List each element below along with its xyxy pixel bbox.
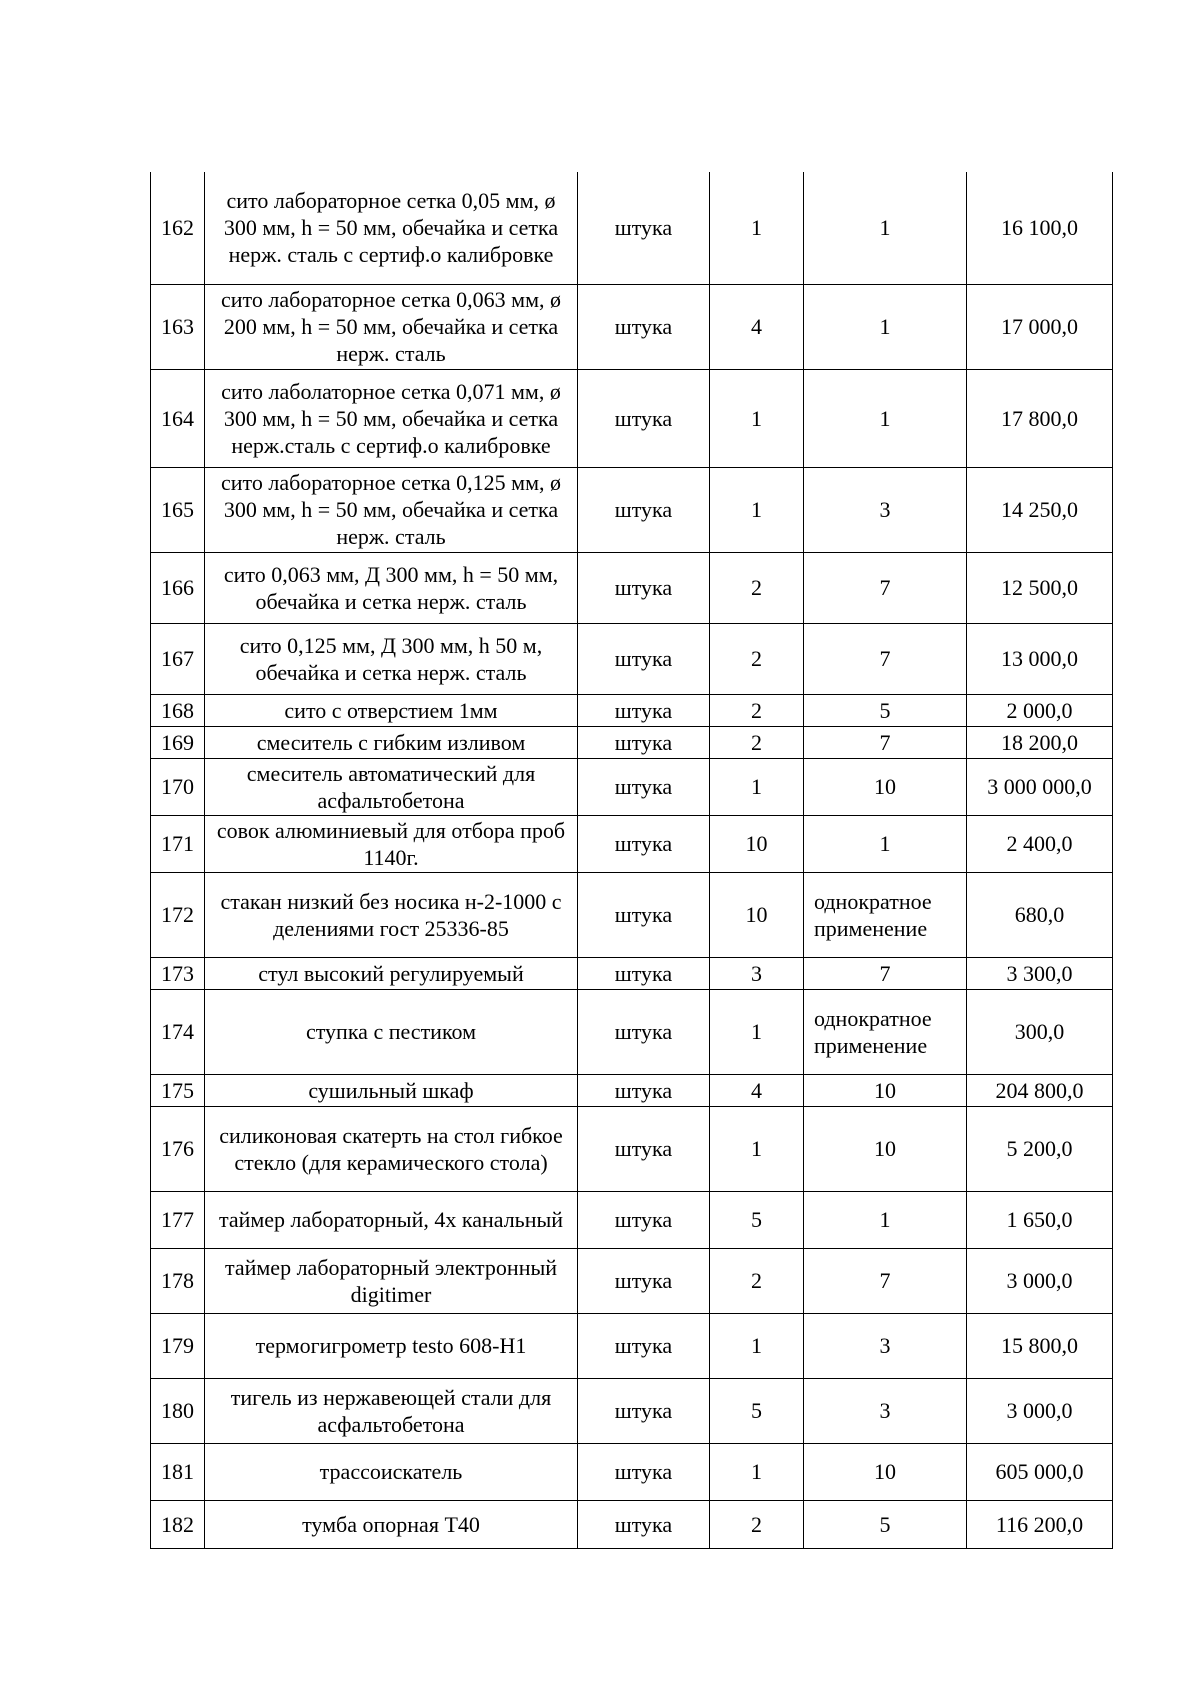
unit-cell: штука xyxy=(578,872,710,957)
service-period-cell: 1 xyxy=(804,172,967,284)
price-cell: 605 000,0 xyxy=(967,1443,1113,1500)
document-page xyxy=(150,172,1112,1549)
price-cell: 3 000,0 xyxy=(967,1248,1113,1313)
service-period-cell: 10 xyxy=(804,1074,967,1106)
service-period-cell: 10 xyxy=(804,1106,967,1191)
item-name-cell: сито 0,063 мм, Д 300 мм, h = 50 мм, обечайка и сетка нерж. сталь xyxy=(205,552,578,623)
service-period-cell: 7 xyxy=(804,957,967,989)
unit-cell: штука xyxy=(578,467,710,552)
table-body xyxy=(151,172,1113,1548)
price-cell: 12 500,0 xyxy=(967,552,1113,623)
table-row xyxy=(151,1191,1113,1248)
quantity-cell: 10 xyxy=(710,872,804,957)
item-name-cell: сито 0,125 мм, Д 300 мм, h 50 м, обечайка и сетка нерж. сталь xyxy=(205,623,578,694)
row-number-cell: 179 xyxy=(151,1313,205,1378)
service-period-cell: 10 xyxy=(804,1443,967,1500)
item-name-cell: трассоискатель xyxy=(205,1443,578,1500)
table-row xyxy=(151,957,1113,989)
unit-cell: штука xyxy=(578,1443,710,1500)
price-cell: 14 250,0 xyxy=(967,467,1113,552)
quantity-cell: 2 xyxy=(710,1500,804,1548)
service-period-cell: 1 xyxy=(804,815,967,872)
table-row xyxy=(151,1313,1113,1378)
unit-cell: штука xyxy=(578,1378,710,1443)
unit-cell: штука xyxy=(578,957,710,989)
service-period-cell: 7 xyxy=(804,552,967,623)
price-cell: 13 000,0 xyxy=(967,623,1113,694)
unit-cell: штука xyxy=(578,369,710,467)
row-number-cell: 165 xyxy=(151,467,205,552)
item-name-cell: сито лабораторное сетка 0,063 мм, ø 200 мм, h = 50 мм, обечайка и сетка нерж. сталь xyxy=(205,284,578,369)
item-name-cell: стакан низкий без носика н-2-1000 с делениями гост 25336-85 xyxy=(205,872,578,957)
item-name-cell: сито лабораторное сетка 0,05 мм, ø 300 мм, h = 50 мм, обечайка и сетка нерж. сталь с сертиф.о калибровке xyxy=(205,172,578,284)
table-row xyxy=(151,758,1113,815)
quantity-cell: 2 xyxy=(710,726,804,758)
table-row xyxy=(151,726,1113,758)
quantity-cell: 1 xyxy=(710,369,804,467)
service-period-cell: 7 xyxy=(804,726,967,758)
quantity-cell: 3 xyxy=(710,957,804,989)
row-number-cell: 164 xyxy=(151,369,205,467)
price-cell: 17 800,0 xyxy=(967,369,1113,467)
service-period-cell: 1 xyxy=(804,1191,967,1248)
service-period-cell: 5 xyxy=(804,694,967,726)
quantity-cell: 4 xyxy=(710,284,804,369)
table-row xyxy=(151,369,1113,467)
item-name-cell: тумба опорная Т40 xyxy=(205,1500,578,1548)
service-period-cell: 1 xyxy=(804,369,967,467)
quantity-cell: 1 xyxy=(710,1443,804,1500)
table-row xyxy=(151,815,1113,872)
price-cell: 15 800,0 xyxy=(967,1313,1113,1378)
service-period-cell: 3 xyxy=(804,467,967,552)
unit-cell: штука xyxy=(578,989,710,1074)
table-row xyxy=(151,694,1113,726)
table-row xyxy=(151,1378,1113,1443)
table-row xyxy=(151,1248,1113,1313)
equipment-table xyxy=(150,172,1113,1549)
row-number-cell: 181 xyxy=(151,1443,205,1500)
row-number-cell: 182 xyxy=(151,1500,205,1548)
item-name-cell: термогигрометр testo 608-H1 xyxy=(205,1313,578,1378)
service-period-cell: 7 xyxy=(804,623,967,694)
row-number-cell: 175 xyxy=(151,1074,205,1106)
row-number-cell: 166 xyxy=(151,552,205,623)
quantity-cell: 1 xyxy=(710,1106,804,1191)
unit-cell: штука xyxy=(578,284,710,369)
item-name-cell: таймер лабораторный, 4х канальный xyxy=(205,1191,578,1248)
row-number-cell: 163 xyxy=(151,284,205,369)
row-number-cell: 180 xyxy=(151,1378,205,1443)
price-cell: 3 300,0 xyxy=(967,957,1113,989)
unit-cell: штука xyxy=(578,172,710,284)
unit-cell: штука xyxy=(578,758,710,815)
service-period-cell: 3 xyxy=(804,1378,967,1443)
row-number-cell: 162 xyxy=(151,172,205,284)
unit-cell: штука xyxy=(578,552,710,623)
service-period-cell: 3 xyxy=(804,1313,967,1378)
price-cell: 1 650,0 xyxy=(967,1191,1113,1248)
quantity-cell: 1 xyxy=(710,172,804,284)
price-cell: 2 400,0 xyxy=(967,815,1113,872)
quantity-cell: 2 xyxy=(710,623,804,694)
price-cell: 2 000,0 xyxy=(967,694,1113,726)
unit-cell: штука xyxy=(578,1248,710,1313)
row-number-cell: 167 xyxy=(151,623,205,694)
item-name-cell: тигель из нержавеющей стали для асфальтобетона xyxy=(205,1378,578,1443)
quantity-cell: 2 xyxy=(710,552,804,623)
unit-cell: штука xyxy=(578,726,710,758)
price-cell: 5 200,0 xyxy=(967,1106,1113,1191)
quantity-cell: 1 xyxy=(710,989,804,1074)
service-period-cell: 7 xyxy=(804,1248,967,1313)
table-row xyxy=(151,1443,1113,1500)
service-period-cell: однократное применение xyxy=(804,872,967,957)
price-cell: 300,0 xyxy=(967,989,1113,1074)
item-name-cell: стул высокий регулируемый xyxy=(205,957,578,989)
table-row xyxy=(151,1074,1113,1106)
row-number-cell: 168 xyxy=(151,694,205,726)
row-number-cell: 169 xyxy=(151,726,205,758)
unit-cell: штука xyxy=(578,623,710,694)
price-cell: 3 000 000,0 xyxy=(967,758,1113,815)
unit-cell: штука xyxy=(578,1500,710,1548)
price-cell: 3 000,0 xyxy=(967,1378,1113,1443)
price-cell: 17 000,0 xyxy=(967,284,1113,369)
table-row xyxy=(151,467,1113,552)
quantity-cell: 4 xyxy=(710,1074,804,1106)
row-number-cell: 174 xyxy=(151,989,205,1074)
table-row xyxy=(151,284,1113,369)
item-name-cell: сито с отверстием 1мм xyxy=(205,694,578,726)
price-cell: 680,0 xyxy=(967,872,1113,957)
table-row xyxy=(151,872,1113,957)
item-name-cell: смеситель с гибким изливом xyxy=(205,726,578,758)
quantity-cell: 1 xyxy=(710,758,804,815)
unit-cell: штука xyxy=(578,1313,710,1378)
table-row xyxy=(151,172,1113,284)
item-name-cell: совок алюминиевый для отбора проб 1140г. xyxy=(205,815,578,872)
price-cell: 204 800,0 xyxy=(967,1074,1113,1106)
quantity-cell: 10 xyxy=(710,815,804,872)
item-name-cell: сито лаболаторное сетка 0,071 мм, ø 300 мм, h = 50 мм, обечайка и сетка нерж.сталь с сертиф.о калибровке xyxy=(205,369,578,467)
service-period-cell: 5 xyxy=(804,1500,967,1548)
price-cell: 116 200,0 xyxy=(967,1500,1113,1548)
quantity-cell: 2 xyxy=(710,1248,804,1313)
row-number-cell: 172 xyxy=(151,872,205,957)
row-number-cell: 177 xyxy=(151,1191,205,1248)
price-cell: 18 200,0 xyxy=(967,726,1113,758)
unit-cell: штука xyxy=(578,1074,710,1106)
row-number-cell: 178 xyxy=(151,1248,205,1313)
table-row xyxy=(151,989,1113,1074)
quantity-cell: 1 xyxy=(710,467,804,552)
table-row xyxy=(151,623,1113,694)
table-row xyxy=(151,1106,1113,1191)
table-row xyxy=(151,1500,1113,1548)
unit-cell: штука xyxy=(578,815,710,872)
quantity-cell: 2 xyxy=(710,694,804,726)
service-period-cell: 1 xyxy=(804,284,967,369)
row-number-cell: 171 xyxy=(151,815,205,872)
item-name-cell: таймер лабораторный электронный digitimer xyxy=(205,1248,578,1313)
table-row xyxy=(151,552,1113,623)
price-cell: 16 100,0 xyxy=(967,172,1113,284)
service-period-cell: 10 xyxy=(804,758,967,815)
unit-cell: штука xyxy=(578,694,710,726)
item-name-cell: смеситель автоматический для асфальтобетона xyxy=(205,758,578,815)
row-number-cell: 173 xyxy=(151,957,205,989)
item-name-cell: сушильный шкаф xyxy=(205,1074,578,1106)
unit-cell: штука xyxy=(578,1191,710,1248)
row-number-cell: 170 xyxy=(151,758,205,815)
row-number-cell: 176 xyxy=(151,1106,205,1191)
item-name-cell: ступка с пестиком xyxy=(205,989,578,1074)
item-name-cell: сито лабораторное сетка 0,125 мм, ø 300 мм, h = 50 мм, обечайка и сетка нерж. сталь xyxy=(205,467,578,552)
service-period-cell: однократное применение xyxy=(804,989,967,1074)
quantity-cell: 5 xyxy=(710,1191,804,1248)
unit-cell: штука xyxy=(578,1106,710,1191)
quantity-cell: 5 xyxy=(710,1378,804,1443)
item-name-cell: силиконовая скатерть на стол гибкое стекло (для керамического стола) xyxy=(205,1106,578,1191)
quantity-cell: 1 xyxy=(710,1313,804,1378)
